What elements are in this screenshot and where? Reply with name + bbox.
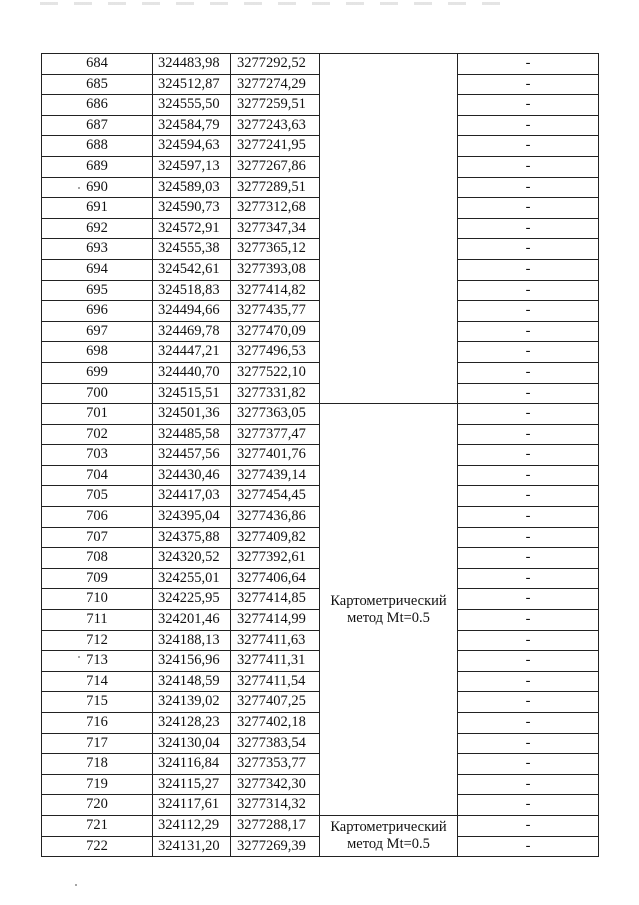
extra-cell: - bbox=[458, 136, 599, 157]
x-coordinate-cell: 324117,61 bbox=[153, 795, 231, 816]
extra-cell: - bbox=[458, 548, 599, 569]
y-coordinate-cell: 3277347,34 bbox=[231, 218, 320, 239]
x-coordinate-cell: 324457,56 bbox=[153, 445, 231, 466]
y-coordinate-cell: 3277289,51 bbox=[231, 177, 320, 198]
extra-cell: - bbox=[458, 836, 599, 857]
point-number-cell: 700 bbox=[42, 383, 153, 404]
x-coordinate-cell: 324572,91 bbox=[153, 218, 231, 239]
point-number-cell: 695 bbox=[42, 280, 153, 301]
extra-cell: - bbox=[458, 692, 599, 713]
point-number-cell: 689 bbox=[42, 156, 153, 177]
y-coordinate-cell: 3277406,64 bbox=[231, 568, 320, 589]
extra-cell: - bbox=[458, 795, 599, 816]
x-coordinate-cell: 324128,23 bbox=[153, 713, 231, 734]
x-coordinate-cell: 324131,20 bbox=[153, 836, 231, 857]
point-number-cell: 697 bbox=[42, 321, 153, 342]
point-number-cell: 707 bbox=[42, 527, 153, 548]
y-coordinate-cell: 3277411,63 bbox=[231, 630, 320, 651]
point-number-cell: 717 bbox=[42, 733, 153, 754]
point-number-cell: 698 bbox=[42, 342, 153, 363]
method-cell: Картометрический метод Mt=0.5 bbox=[320, 815, 458, 856]
point-number-cell: 705 bbox=[42, 486, 153, 507]
x-coordinate-cell: 324501,36 bbox=[153, 404, 231, 425]
extra-cell: - bbox=[458, 115, 599, 136]
x-coordinate-cell: 324417,03 bbox=[153, 486, 231, 507]
extra-cell: - bbox=[458, 589, 599, 610]
point-number-cell: 720 bbox=[42, 795, 153, 816]
extra-cell: - bbox=[458, 218, 599, 239]
y-coordinate-cell: 3277392,61 bbox=[231, 548, 320, 569]
point-number-cell: 692 bbox=[42, 218, 153, 239]
point-number-cell: 718 bbox=[42, 754, 153, 775]
x-coordinate-cell: 324188,13 bbox=[153, 630, 231, 651]
point-number-cell: 703 bbox=[42, 445, 153, 466]
extra-cell: - bbox=[458, 671, 599, 692]
x-coordinate-cell: 324112,29 bbox=[153, 815, 231, 836]
table-row bbox=[42, 815, 599, 836]
extra-cell: - bbox=[458, 465, 599, 486]
x-coordinate-cell: 324395,04 bbox=[153, 507, 231, 528]
y-coordinate-cell: 3277331,82 bbox=[231, 383, 320, 404]
y-coordinate-cell: 3277241,95 bbox=[231, 136, 320, 157]
point-number-cell: 702 bbox=[42, 424, 153, 445]
y-coordinate-cell: 3277274,29 bbox=[231, 74, 320, 95]
y-coordinate-cell: 3277496,53 bbox=[231, 342, 320, 363]
extra-cell: - bbox=[458, 95, 599, 116]
y-coordinate-cell: 3277267,86 bbox=[231, 156, 320, 177]
x-coordinate-cell: 324555,50 bbox=[153, 95, 231, 116]
y-coordinate-cell: 3277314,32 bbox=[231, 795, 320, 816]
y-coordinate-cell: 3277411,54 bbox=[231, 671, 320, 692]
x-coordinate-cell: 324139,02 bbox=[153, 692, 231, 713]
point-number-cell: 716 bbox=[42, 713, 153, 734]
x-coordinate-cell: 324440,70 bbox=[153, 362, 231, 383]
y-coordinate-cell: 3277436,86 bbox=[231, 507, 320, 528]
extra-cell: - bbox=[458, 445, 599, 466]
y-coordinate-cell: 3277365,12 bbox=[231, 239, 320, 260]
extra-cell: - bbox=[458, 177, 599, 198]
extra-cell: - bbox=[458, 301, 599, 322]
x-coordinate-cell: 324542,61 bbox=[153, 259, 231, 280]
extra-cell: - bbox=[458, 630, 599, 651]
x-coordinate-cell: 324584,79 bbox=[153, 115, 231, 136]
y-coordinate-cell: 3277409,82 bbox=[231, 527, 320, 548]
point-number-cell: 715 bbox=[42, 692, 153, 713]
x-coordinate-cell: 324518,83 bbox=[153, 280, 231, 301]
point-number-cell: 691 bbox=[42, 198, 153, 219]
scan-speck bbox=[78, 656, 80, 658]
point-number-cell: 693 bbox=[42, 239, 153, 260]
point-number-cell: 712 bbox=[42, 630, 153, 651]
x-coordinate-cell: 324515,51 bbox=[153, 383, 231, 404]
x-coordinate-cell: 324494,66 bbox=[153, 301, 231, 322]
coordinates-table-body bbox=[42, 54, 599, 857]
extra-cell: - bbox=[458, 713, 599, 734]
y-coordinate-cell: 3277470,09 bbox=[231, 321, 320, 342]
point-number-cell: 694 bbox=[42, 259, 153, 280]
scan-artifact-line bbox=[40, 2, 510, 5]
extra-cell: - bbox=[458, 321, 599, 342]
x-coordinate-cell: 324225,95 bbox=[153, 589, 231, 610]
method-cell: Картометрический метод Mt=0.5 bbox=[320, 404, 458, 816]
point-number-cell: 687 bbox=[42, 115, 153, 136]
y-coordinate-cell: 3277363,05 bbox=[231, 404, 320, 425]
y-coordinate-cell: 3277439,14 bbox=[231, 465, 320, 486]
point-number-cell: 709 bbox=[42, 568, 153, 589]
point-number-cell: 722 bbox=[42, 836, 153, 857]
extra-cell: - bbox=[458, 259, 599, 280]
x-coordinate-cell: 324156,96 bbox=[153, 651, 231, 672]
y-coordinate-cell: 3277401,76 bbox=[231, 445, 320, 466]
y-coordinate-cell: 3277411,31 bbox=[231, 651, 320, 672]
extra-cell: - bbox=[458, 527, 599, 548]
extra-cell: - bbox=[458, 424, 599, 445]
y-coordinate-cell: 3277522,10 bbox=[231, 362, 320, 383]
extra-cell: - bbox=[458, 610, 599, 631]
point-number-cell: 686 bbox=[42, 95, 153, 116]
y-coordinate-cell: 3277414,82 bbox=[231, 280, 320, 301]
x-coordinate-cell: 324597,13 bbox=[153, 156, 231, 177]
x-coordinate-cell: 324115,27 bbox=[153, 774, 231, 795]
point-number-cell: 699 bbox=[42, 362, 153, 383]
y-coordinate-cell: 3277269,39 bbox=[231, 836, 320, 857]
x-coordinate-cell: 324512,87 bbox=[153, 74, 231, 95]
y-coordinate-cell: 3277288,17 bbox=[231, 815, 320, 836]
x-coordinate-cell: 324447,21 bbox=[153, 342, 231, 363]
point-number-cell: 708 bbox=[42, 548, 153, 569]
x-coordinate-cell: 324469,78 bbox=[153, 321, 231, 342]
extra-cell: - bbox=[458, 342, 599, 363]
extra-cell: - bbox=[458, 198, 599, 219]
extra-cell: - bbox=[458, 74, 599, 95]
extra-cell: - bbox=[458, 486, 599, 507]
y-coordinate-cell: 3277259,51 bbox=[231, 95, 320, 116]
point-number-cell: 713 bbox=[42, 651, 153, 672]
x-coordinate-cell: 324590,73 bbox=[153, 198, 231, 219]
extra-cell: - bbox=[458, 815, 599, 836]
point-number-cell: 719 bbox=[42, 774, 153, 795]
point-number-cell: 701 bbox=[42, 404, 153, 425]
x-coordinate-cell: 324555,38 bbox=[153, 239, 231, 260]
x-coordinate-cell: 324485,58 bbox=[153, 424, 231, 445]
x-coordinate-cell: 324148,59 bbox=[153, 671, 231, 692]
point-number-cell: 685 bbox=[42, 74, 153, 95]
extra-cell: - bbox=[458, 754, 599, 775]
extra-cell: - bbox=[458, 651, 599, 672]
y-coordinate-cell: 3277342,30 bbox=[231, 774, 320, 795]
x-coordinate-cell: 324320,52 bbox=[153, 548, 231, 569]
coordinates-table bbox=[41, 53, 599, 857]
y-coordinate-cell: 3277243,63 bbox=[231, 115, 320, 136]
extra-cell: - bbox=[458, 239, 599, 260]
extra-cell: - bbox=[458, 404, 599, 425]
extra-cell: - bbox=[458, 733, 599, 754]
extra-cell: - bbox=[458, 156, 599, 177]
point-number-cell: 684 bbox=[42, 54, 153, 75]
x-coordinate-cell: 324430,46 bbox=[153, 465, 231, 486]
extra-cell: - bbox=[458, 280, 599, 301]
extra-cell: - bbox=[458, 362, 599, 383]
point-number-cell: 706 bbox=[42, 507, 153, 528]
method-cell bbox=[320, 54, 458, 404]
x-coordinate-cell: 324483,98 bbox=[153, 54, 231, 75]
y-coordinate-cell: 3277454,45 bbox=[231, 486, 320, 507]
y-coordinate-cell: 3277312,68 bbox=[231, 198, 320, 219]
x-coordinate-cell: 324116,84 bbox=[153, 754, 231, 775]
x-coordinate-cell: 324589,03 bbox=[153, 177, 231, 198]
scan-speck bbox=[78, 187, 80, 189]
point-number-cell: 690 bbox=[42, 177, 153, 198]
y-coordinate-cell: 3277292,52 bbox=[231, 54, 320, 75]
x-coordinate-cell: 324130,04 bbox=[153, 733, 231, 754]
point-number-cell: 688 bbox=[42, 136, 153, 157]
extra-cell: - bbox=[458, 54, 599, 75]
y-coordinate-cell: 3277353,77 bbox=[231, 754, 320, 775]
y-coordinate-cell: 3277407,25 bbox=[231, 692, 320, 713]
point-number-cell: 696 bbox=[42, 301, 153, 322]
y-coordinate-cell: 3277383,54 bbox=[231, 733, 320, 754]
y-coordinate-cell: 3277377,47 bbox=[231, 424, 320, 445]
point-number-cell: 704 bbox=[42, 465, 153, 486]
point-number-cell: 714 bbox=[42, 671, 153, 692]
extra-cell: - bbox=[458, 774, 599, 795]
extra-cell: - bbox=[458, 383, 599, 404]
x-coordinate-cell: 324255,01 bbox=[153, 568, 231, 589]
y-coordinate-cell: 3277435,77 bbox=[231, 301, 320, 322]
y-coordinate-cell: 3277402,18 bbox=[231, 713, 320, 734]
point-number-cell: 721 bbox=[42, 815, 153, 836]
x-coordinate-cell: 324375,88 bbox=[153, 527, 231, 548]
table-row bbox=[42, 54, 599, 75]
scan-speck bbox=[75, 884, 77, 886]
y-coordinate-cell: 3277393,08 bbox=[231, 259, 320, 280]
x-coordinate-cell: 324594,63 bbox=[153, 136, 231, 157]
y-coordinate-cell: 3277414,99 bbox=[231, 610, 320, 631]
extra-cell: - bbox=[458, 568, 599, 589]
y-coordinate-cell: 3277414,85 bbox=[231, 589, 320, 610]
table-row bbox=[42, 404, 599, 425]
extra-cell: - bbox=[458, 507, 599, 528]
point-number-cell: 711 bbox=[42, 610, 153, 631]
point-number-cell: 710 bbox=[42, 589, 153, 610]
x-coordinate-cell: 324201,46 bbox=[153, 610, 231, 631]
